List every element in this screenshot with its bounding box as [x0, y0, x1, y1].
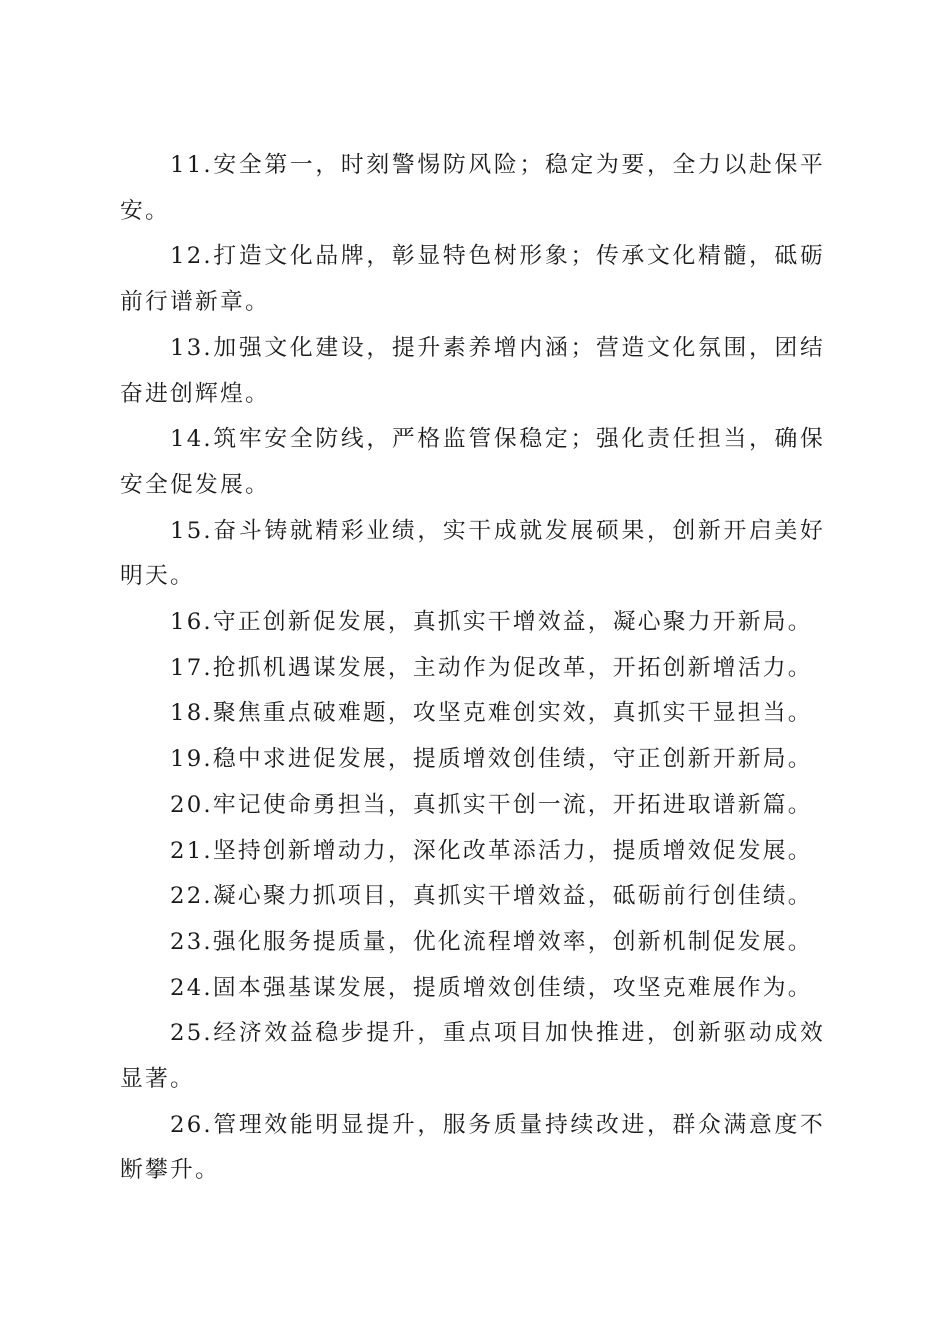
list-item: 13.加强文化建设，提升素养增内涵；营造文化氛围，团结奋进创辉煌。 — [120, 334, 825, 407]
list-item: 26.管理效能明显提升，服务质量持续改进，群众满意度不断攀升。 — [120, 1111, 825, 1184]
list-item: 25.经济效益稳步提升，重点项目加快推进，创新驱动成效显著。 — [120, 1020, 825, 1093]
list-item: 19.稳中求进促发展，提质增效创佳绩，守正创新开新局。 — [170, 746, 813, 773]
list-item: 23.强化服务提质量，优化流程增效率，创新机制促发展。 — [170, 928, 813, 955]
list-item: 18.聚焦重点破难题，攻坚克难创实效，真抓实干显担当。 — [170, 700, 813, 727]
list-item: 12.打造文化品牌，彰显特色树形象；传承文化精髓，砥砺前行谱新章。 — [120, 243, 825, 316]
list-item: 22.凝心聚力抓项目，真抓实干增效益，砥砺前行创佳绩。 — [170, 883, 813, 910]
list-item: 14.筑牢安全防线，严格监管保稳定；强化责任担当，确保安全促发展。 — [120, 426, 825, 498]
list-item: 17.抢抓机遇谋发展，主动作为促改革，开拓创新增活力。 — [170, 654, 813, 681]
list-item: 15.奋斗铸就精彩业绩，实干成就发展硕果，创新开启美好明天。 — [120, 517, 825, 590]
list-item: 11.安全第一，时刻警惕防风险；稳定为要，全力以赴保平安。 — [120, 152, 825, 224]
list-item: 20.牢记使命勇担当，真抓实干创一流，开拓进取谱新篇。 — [170, 791, 813, 818]
document-body — [120, 143, 825, 1194]
list-item: 21.坚持创新增动力，深化改革添活力，提质增效促发展。 — [170, 837, 813, 864]
list-item: 16.守正创新促发展，真抓实干增效益，凝心聚力开新局。 — [170, 609, 813, 636]
list-item: 24.固本强基谋发展，提质增效创佳绩，攻坚克难展作为。 — [170, 974, 813, 1001]
